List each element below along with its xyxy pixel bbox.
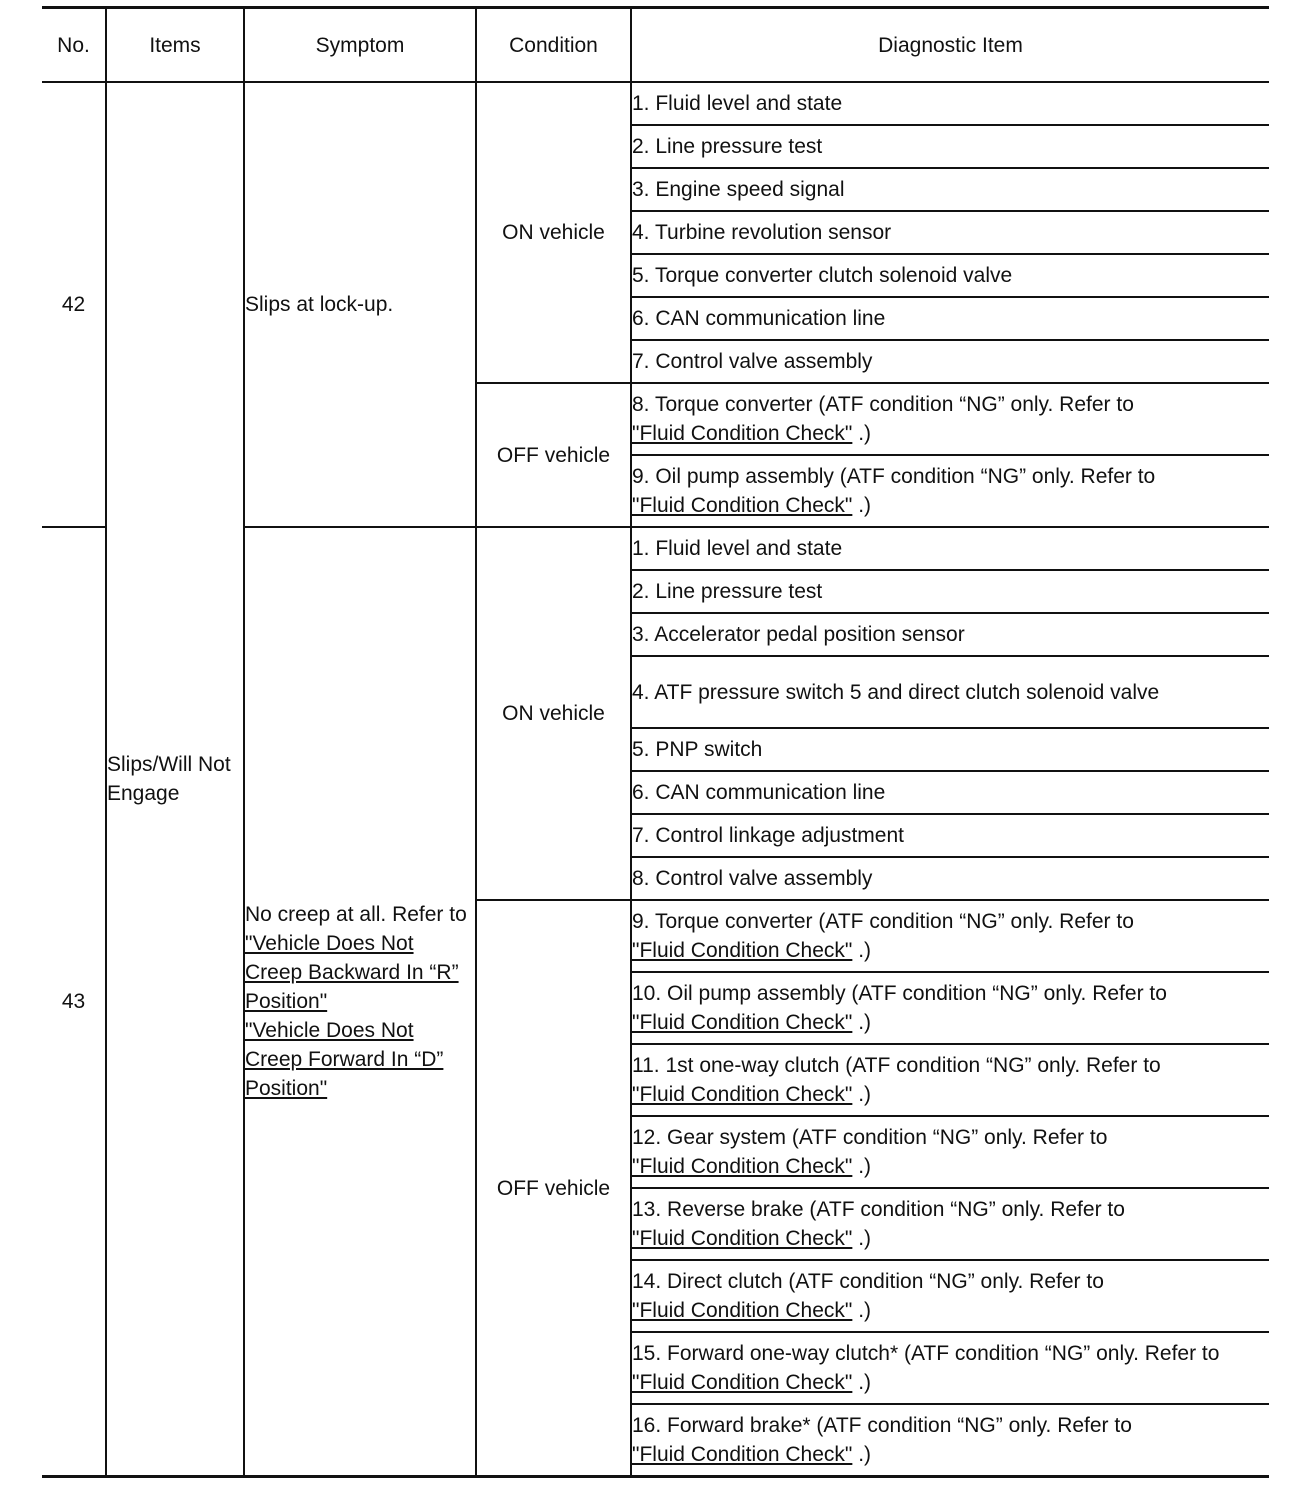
diagnostic-item: 1. Fluid level and state: [631, 82, 1269, 125]
diagnostic-item-text: 10. Oil pump assembly (ATF condition “NG” only. Refer to: [632, 982, 1167, 1005]
diagnostic-item: 3. Accelerator pedal position sensor: [631, 613, 1269, 656]
header-no: No.: [42, 8, 106, 83]
diagnostic-item-text: 14. Direct clutch (ATF condition “NG” only. Refer to: [632, 1270, 1104, 1293]
diagnostic-item: 8. Control valve assembly: [631, 857, 1269, 900]
diagnostic-item: [631, 1404, 1269, 1477]
fluid-condition-check-link[interactable]: "Fluid Condition Check": [632, 939, 853, 962]
symptom-intro: No creep at all. Refer to: [245, 903, 467, 926]
header-items: Items: [106, 8, 244, 83]
fluid-condition-check-link[interactable]: "Fluid Condition Check": [632, 1155, 853, 1178]
header-row: [42, 8, 1269, 83]
diagnostic-item-text: 13. Reverse brake (ATF condition “NG” only. Refer to: [632, 1198, 1125, 1221]
diagnostic-item: [631, 383, 1269, 455]
vehicle-does-not-creep-forward-link[interactable]: "Vehicle Does Not Creep Forward In “D” Position": [245, 1019, 444, 1100]
diagnostic-item: 2. Line pressure test: [631, 125, 1269, 168]
diagnostic-item-tail: .): [852, 1083, 872, 1106]
diagnostic-item: 6. CAN communication line: [631, 771, 1269, 814]
diagnostic-item: [631, 1260, 1269, 1332]
row-number: 42: [42, 82, 106, 527]
row-number: 43: [42, 527, 106, 1477]
diagnostic-item: 4. ATF pressure switch 5 and direct clutch solenoid valve: [631, 656, 1269, 728]
header-symptom: Symptom: [244, 8, 476, 83]
diagnostic-item: 5. PNP switch: [631, 728, 1269, 771]
diagnostic-item: [631, 1044, 1269, 1116]
table-row: [42, 82, 1269, 125]
diagnostic-item: 7. Control valve assembly: [631, 340, 1269, 383]
condition-on-vehicle: ON vehicle: [476, 82, 631, 383]
fluid-condition-check-link[interactable]: "Fluid Condition Check": [632, 1371, 853, 1394]
fluid-condition-check-link[interactable]: "Fluid Condition Check": [632, 1011, 853, 1034]
diagnostic-item-tail: .): [852, 1443, 872, 1466]
diagnostic-table: [42, 6, 1269, 1478]
diagnostic-item-text: 8. Torque converter (ATF condition “NG” only. Refer to: [632, 393, 1134, 416]
diagnostic-item: 6. CAN communication line: [631, 297, 1269, 340]
diagnostic-item: 2. Line pressure test: [631, 570, 1269, 613]
diagnostic-item: [631, 1188, 1269, 1260]
diagnostic-item-tail: .): [852, 1011, 872, 1034]
header-condition: Condition: [476, 8, 631, 83]
header-diagnostic-item: Diagnostic Item: [631, 8, 1269, 83]
diagnostic-item-tail: .): [852, 1155, 872, 1178]
condition-on-vehicle: ON vehicle: [476, 527, 631, 900]
condition-off-vehicle: OFF vehicle: [476, 383, 631, 527]
vehicle-does-not-creep-backward-link[interactable]: "Vehicle Does Not Creep Backward In “R” Position": [245, 932, 459, 1013]
diagnostic-item: 3. Engine speed signal: [631, 168, 1269, 211]
diagnostic-item: 7. Control linkage adjustment: [631, 814, 1269, 857]
diagnostic-item-tail: .): [852, 422, 872, 445]
diagnostic-item-tail: .): [852, 1299, 872, 1322]
symptom-cell: [244, 527, 476, 1477]
diagnostic-item-text: 9. Torque converter (ATF condition “NG” only. Refer to: [632, 910, 1134, 933]
diagnostic-item: 5. Torque converter clutch solenoid valve: [631, 254, 1269, 297]
diagnostic-item: [631, 900, 1269, 972]
diagnostic-item-text: 9. Oil pump assembly (ATF condition “NG” only. Refer to: [632, 465, 1156, 488]
diagnostic-item-text: 16. Forward brake* (ATF condition “NG” only. Refer to: [632, 1414, 1132, 1437]
symptom-cell: Slips at lock-up.: [244, 82, 476, 527]
fluid-condition-check-link[interactable]: "Fluid Condition Check": [632, 1227, 853, 1250]
diagnostic-item: [631, 1116, 1269, 1188]
items-cell: Slips/Will Not Engage: [106, 82, 244, 1477]
diagnostic-item-tail: .): [852, 939, 872, 962]
diagnostic-item: [631, 972, 1269, 1044]
diagnostic-item-tail: .): [852, 1227, 872, 1250]
fluid-condition-check-link[interactable]: "Fluid Condition Check": [632, 1443, 853, 1466]
diagnostic-item-tail: .): [852, 494, 872, 517]
fluid-condition-check-link[interactable]: "Fluid Condition Check": [632, 422, 853, 445]
diagnostic-item: [631, 455, 1269, 527]
diagnostic-item-text: 11. 1st one-way clutch (ATF condition “NG” only. Refer to: [632, 1054, 1161, 1077]
diagnostic-item: 1. Fluid level and state: [631, 527, 1269, 570]
diagnostic-item: 4. Turbine revolution sensor: [631, 211, 1269, 254]
fluid-condition-check-link[interactable]: "Fluid Condition Check": [632, 494, 853, 517]
fluid-condition-check-link[interactable]: "Fluid Condition Check": [632, 1083, 853, 1106]
diagnostic-item-text: 15. Forward one-way clutch* (ATF condition “NG” only. Refer to: [632, 1342, 1220, 1365]
fluid-condition-check-link[interactable]: "Fluid Condition Check": [632, 1299, 853, 1322]
condition-off-vehicle: OFF vehicle: [476, 900, 631, 1477]
diagnostic-item-text: 12. Gear system (ATF condition “NG” only. Refer to: [632, 1126, 1108, 1149]
diagnostic-item-tail: .): [852, 1371, 872, 1394]
diagnostic-item: [631, 1332, 1269, 1404]
